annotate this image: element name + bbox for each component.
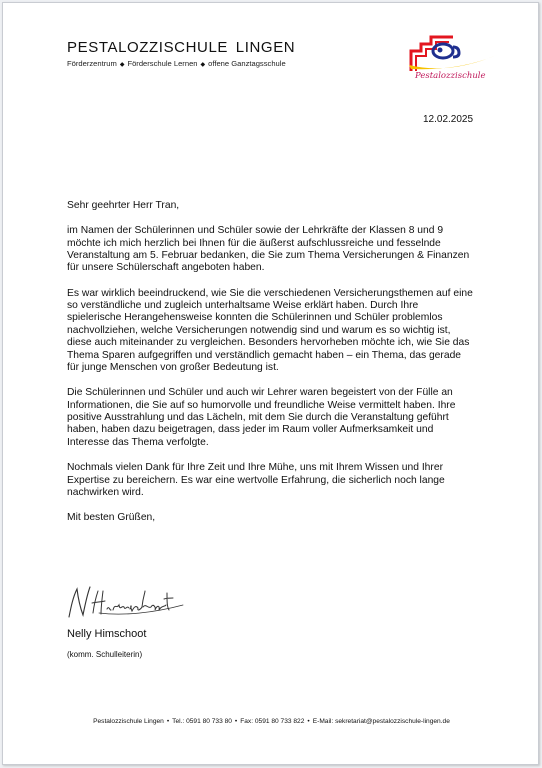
closing: Mit besten Grüßen, bbox=[67, 512, 156, 524]
letter-date: 12.02.2025 bbox=[423, 114, 474, 125]
subtitle-item: offene Ganztagsschule bbox=[208, 59, 286, 68]
paragraph: Nochmals vielen Dank für Ihre Zeit und Ihre Mühe, uns mit Ihrem Wissen und Ihrer Expertise zu bereichern. Es war eine wertvolle Erfahrung, die sicherlich noch lange nachwirken wird. bbox=[67, 462, 445, 498]
footer-school: Pestalozzischule Lingen bbox=[93, 718, 164, 725]
letter-body bbox=[67, 200, 475, 537]
footer-fax: Fax: 0591 80 733 822 bbox=[240, 718, 305, 725]
paragraph: Die Schülerinnen und Schüler und auch wir Lehrer waren begeistert von der Fülle an Informationen, die Sie auf so humorvolle und freundliche Weise vermittelt haben. Ihre positive Ausstrahlung und das Lächeln, mit dem Sie durch die Veranstaltung geführt haben, haben dazu beigetragen, dass jeder im Raum voller Aufmerksamkeit und Interesse das Thema verfolgte. bbox=[67, 387, 456, 448]
signer-name: Nelly Himschoot bbox=[67, 628, 147, 640]
letter-footer bbox=[3, 718, 540, 725]
separator-dot: • bbox=[234, 718, 238, 725]
diamond-icon: ◆ bbox=[200, 62, 206, 68]
separator-dot: • bbox=[166, 718, 170, 725]
footer-tel: Tel.: 0591 80 733 80 bbox=[172, 718, 232, 725]
school-name: PESTALOZZISCHULE LINGEN bbox=[67, 39, 296, 56]
subtitle-item: Förderzentrum bbox=[67, 59, 117, 68]
school-subtitle bbox=[67, 59, 286, 68]
signer-role: (komm. Schulleiterin) bbox=[67, 650, 143, 659]
handwritten-signature bbox=[63, 583, 193, 623]
subtitle-item: Förderschule Lernen bbox=[127, 59, 198, 68]
footer-email: E-Mail: sekretariat@pestalozzischule-lingen.de bbox=[312, 718, 450, 725]
paragraph: Es war wirklich beeindruckend, wie Sie die verschiedenen Versicherungsthemen auf eine so verständliche und zugleich unterhaltsame Weise erklärt haben. Durch Ihre spielerische Herangehensweise konnten die Schülerinnen und Schüler problemlos nachvollziehen, welche Versicherungen notwendig sind und warum es so wichtig ist, diese auch miteinander zu vergleichen. Besonders hervorheben möchte ich, wie Sie das Thema Sparen aufgegriffen und verständlich gemacht haben – ein Thema, das gerade für junge Menschen von großer Bedeutung ist. bbox=[67, 287, 473, 374]
diamond-icon: ◆ bbox=[119, 62, 125, 68]
letter-page bbox=[2, 2, 539, 765]
paragraph: im Namen der Schülerinnen und Schüler sowie der Lehrkräfte der Klassen 8 und 9 möchte ich mich herzlich bei Ihnen für die äußerst aufschlussreiche und fesselnde Veranstaltung am 5. Februar bedanken, die Sie zum Thema Versicherungen & Finanzen für unsere Schülerschaft angeboten haben. bbox=[67, 225, 470, 274]
separator-dot: • bbox=[307, 718, 310, 725]
salutation: Sehr geehrter Herr Tran, bbox=[67, 200, 180, 211]
logo-text: Pestalozzischule bbox=[415, 71, 486, 81]
